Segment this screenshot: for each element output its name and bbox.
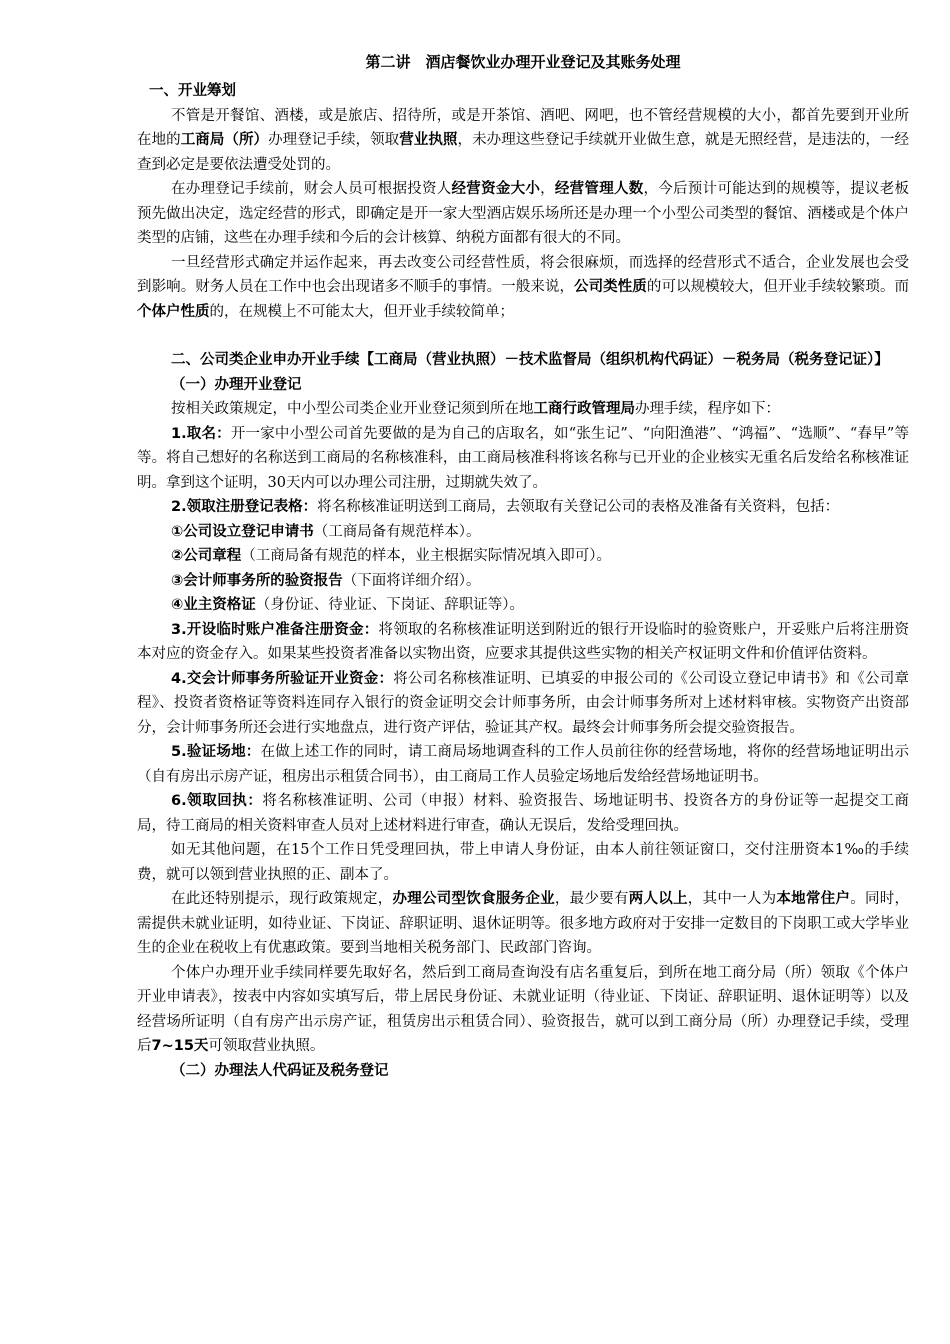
list-item: ③会计师事务所的验资报告（下面将详细介绍）。 <box>171 572 481 589</box>
paragraph: 按相关政策规定，中小型公司类企业开业登记须到所在地工商行政管理局办理手续，程序如下： <box>171 401 780 417</box>
list-item: ②公司章程（工商局备有规范的样本，业主根据实际情况填入即可）。 <box>171 548 612 564</box>
paragraph: 一旦经营形式确定并运作起来，再去改变公司经营性质，将会很麻烦，而选择的经营形式不适合，企业发展也会受到影响。财务人员在工作中也会出现诸多不顺手的事情。一般来说，公司类性质的可以规模较大，但开业手续较繁琐。而个体户性质的，在规模上不可能太大，但开业手续较简单； <box>137 254 910 320</box>
list-item: ①公司设立登记申请书（工商局备有规范样本）。 <box>171 523 481 540</box>
step-paragraph: 4.交会计师事务所验证开业资金：将公司名称核准证明、已填妥的申报公司的《公司设立登记申请书》和《公司章程》、投资者资格证等资料连同存入银行的资金证明交会计师事务所，由会计师事务所对上述材料审核。实物资产出资部分，会计师事务所还会进行实地盘点，进行资产评估，验证其产权。最终会计师事务所会提交验资报告。 <box>137 670 909 736</box>
paragraph: 在此还特别提示，现行政策规定，办理公司型饮食服务企业，最少要有两人以上，其中一人为本地常住户。同时，需提供未就业证明，如待业证、下岗证、辞职证明、退休证明等。很多地方政府对于安排一定数目的下岗职工或大学毕业生的企业在税收上有优惠政策。要到当地相关税务部门、民政部门咨询。 <box>137 891 910 956</box>
step-paragraph: 2.领取注册登记表格：将名称核准证明送到工商局，去领取有关登记公司的表格及准备有关资料，包括： <box>171 499 840 515</box>
step-paragraph: 3.开设临时账户准备注册资金：将领取的名称核准证明送到附近的银行开设临时的验资账户，开妥账户后将注册资本对应的资金存入。如果某些投资者准备以实物出资，应要求其提供这些实物的相关产权证明文件和价值评估资料。 <box>137 621 909 662</box>
paragraph: 不管是开餐馆、酒楼，或是旅店、招待所，或是开茶馆、酒吧、网吧，也不管经营规模的大小，都首先要到开业所在地的工商局（所）办理登记手续，领取营业执照，未办理这些登记手续就开业做生意，就是无照经营，是违法的，一经查到必定是要依法遭受处罚的。 <box>137 107 910 173</box>
subsection-heading: （一）办理开业登记 <box>171 376 302 393</box>
paragraph: 如无其他问题，在15个工作日凭受理回执，带上申请人身份证，由本人前往领证窗口，交付注册资本1‰的手续费，就可以领到营业执照的正、副本了。 <box>137 842 909 883</box>
section-heading-1: 一、开业筹划 <box>149 83 236 99</box>
subsection-heading: （二）办理法人代码证及税务登记 <box>171 1062 389 1079</box>
document-page <box>137 40 909 1083</box>
step-paragraph: 5.验证场地：在做上述工作的同时，请工商局场地调查科的工作人员前往你的经营场地，将你的经营场地证明出示（自有房出示房产证，租房出示租赁合同书），由工商局工作人员验定场地后发给经营场地证明书。 <box>137 744 909 785</box>
paragraph: 在办理登记手续前，财会人员可根据投资人经营资金大小，经营管理人数，今后预计可能达到的规模等，提议老板预先做出决定，选定经营的形式，即确定是开一家大型酒店娱乐场所还是办理一个小型公司类型的餐馆、酒楼或是个体户类型的店铺，这些在办理手续和今后的会计核算、纳税方面都有很大的不同。 <box>137 181 910 246</box>
list-item: ④业主资格证（身份证、待业证、下岗证、辞职证等）。 <box>171 597 525 613</box>
step-paragraph: 1.取名：开一家中小型公司首先要做的是为自己的店取名，如“张生记”、“向阳渔港”、“鸿福”、“选顺”、“春早”等等。将自己想好的名称送到工商局的名称核准科，由工商局核准科将该名称与已开业的企业核实无重名后发给名称核准证明。拿到这个证明，30天内可以办理公司注册，过期就失效了。 <box>137 425 909 491</box>
lecture-title: 第二讲 酒店餐饮业办理开业登记及其账务处理 <box>365 53 681 71</box>
paragraph: 个体户办理开业手续同样要先取好名，然后到工商局查询没有店名重复后，到所在地工商分局（所）领取《个体户开业申请表》，按表中内容如实填写后，带上居民身份证、未就业证明（待业证、下岗证、辞职证明、退休证明等）以及经营场所证明（自有房产出示房产证，租赁房出示租赁合同）、验资报告，就可以到工商分局（所）办理登记手续，受理后7~15天可领取营业执照。 <box>137 964 909 1054</box>
step-paragraph: 6.领取回执：将名称核准证明、公司（申报）材料、验资报告、场地证明书、投资各方的身份证等一起提交工商局，待工商局的相关资料审查人员对上述材料进行审查，确认无误后，发给受理回执。 <box>137 793 909 834</box>
section-heading-2: 二、公司类企业申办开业手续【工商局（营业执照）－技术监督局（组织机构代码证）－税务局（税务登记证）】 <box>171 352 889 368</box>
